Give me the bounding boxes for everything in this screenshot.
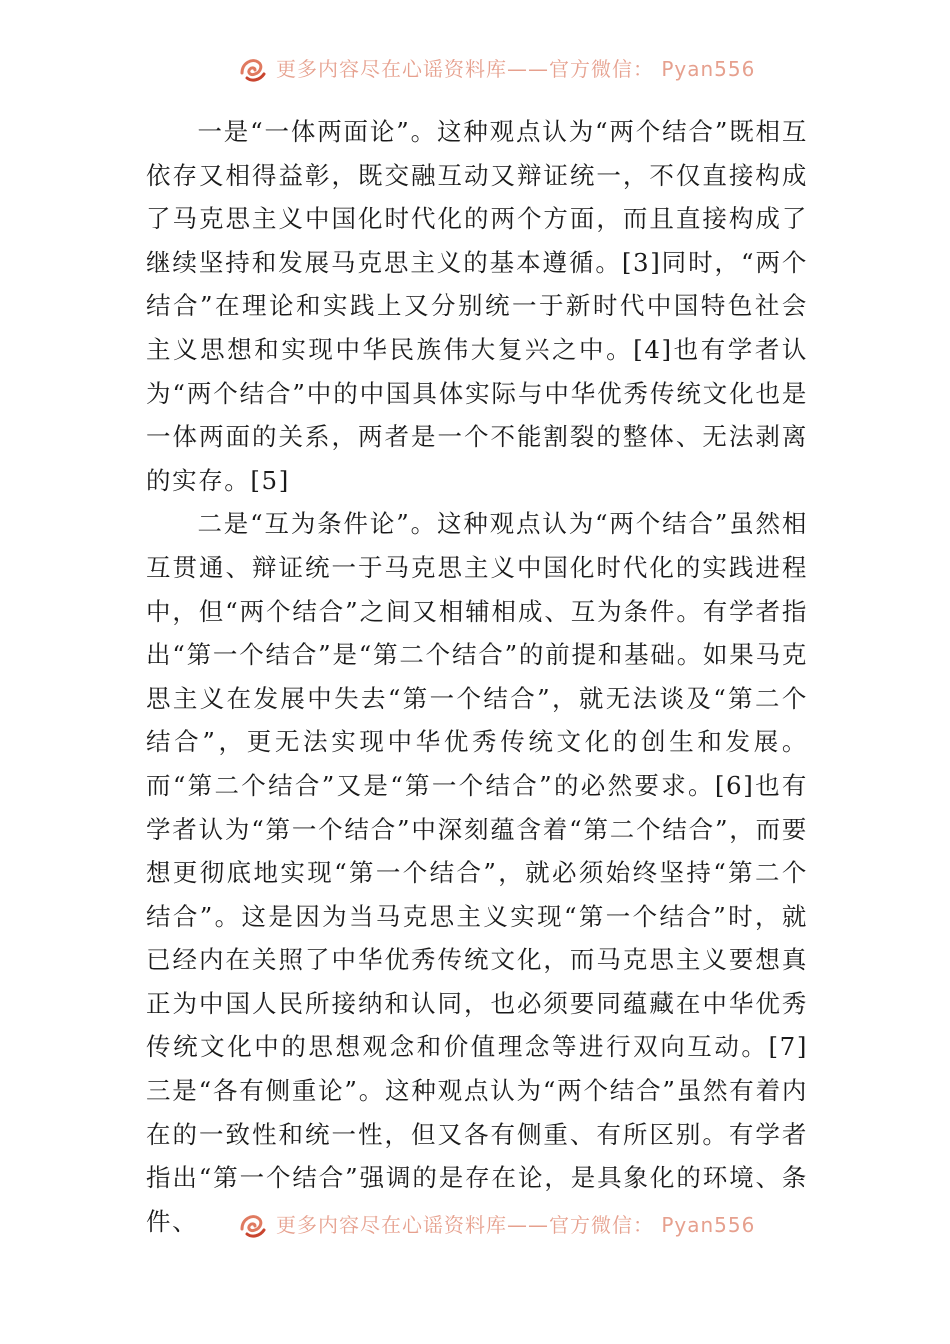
watermark-logo-icon xyxy=(238,54,268,84)
paragraph-1: 一是“一体两面论”。这种观点认为“两个结合”既相互依存又相得益彰，既交融互动又辩证统一，不仅直接构成了马克思主义中国化时代化的两个方面，而且直接构成了继续坚持和发展马克思主义的基本遵循。[3]同时，“两个结合”在理论和实践上又分别统一于新时代中国特色社会主义思想和实现中华民族伟大复兴之中。[4]也有学者认为“两个结合”中的中国具体实际与中华优秀传统文化也是一体两面的关系，两者是一个不能割裂的整体、无法剥离的实存。[5] xyxy=(146,117,808,495)
watermark-text: 更多内容尽在心谣资料库——官方微信： Pyan556 xyxy=(276,57,756,81)
watermark-text: 更多内容尽在心谣资料库——官方微信： Pyan556 xyxy=(276,1213,756,1237)
watermark-header xyxy=(238,52,755,86)
paragraph-2: 二是“互为条件论”。这种观点认为“两个结合”虽然相互贯通、辩证统一于马克思主义中国化时代化的实践进程中，但“两个结合”之间又相辅相成、互为条件。有学者指出“第一个结合”是“第二个结合”的前提和基础。如果马克思主义在发展中失去“第一个结合”，就无法谈及“第二个结合”，更无法实现中华优秀传统文化的创生和发展。而“第二个结合”又是“第一个结合”的必然要求。[6]也有学者认为“第一个结合”中深刻蕴含着“第二个结合”，而要想更彻底地实现“第一个结合”，就必须始终坚持“第二个结合”。这是因为当马克思主义实现“第一个结合”时，就已经内在关照了中华优秀传统文化，而马克思主义要想真正为中国人民所接纳和认同，也必须要同蕴藏在中华优秀传统文化中的思想观念和价值理念等进行双向互动。[7]三是“各有侧重论”。这种观点认为“两个结合”虽然有着内在的一致性和统一性，但又各有侧重、有所区别。有学者指出“第一个结合”强调的是存在论，是具象化的环境、条件、 xyxy=(146,509,808,1236)
watermark-footer xyxy=(238,1208,755,1242)
document-body xyxy=(146,110,808,1243)
watermark-logo-icon xyxy=(238,1210,268,1240)
